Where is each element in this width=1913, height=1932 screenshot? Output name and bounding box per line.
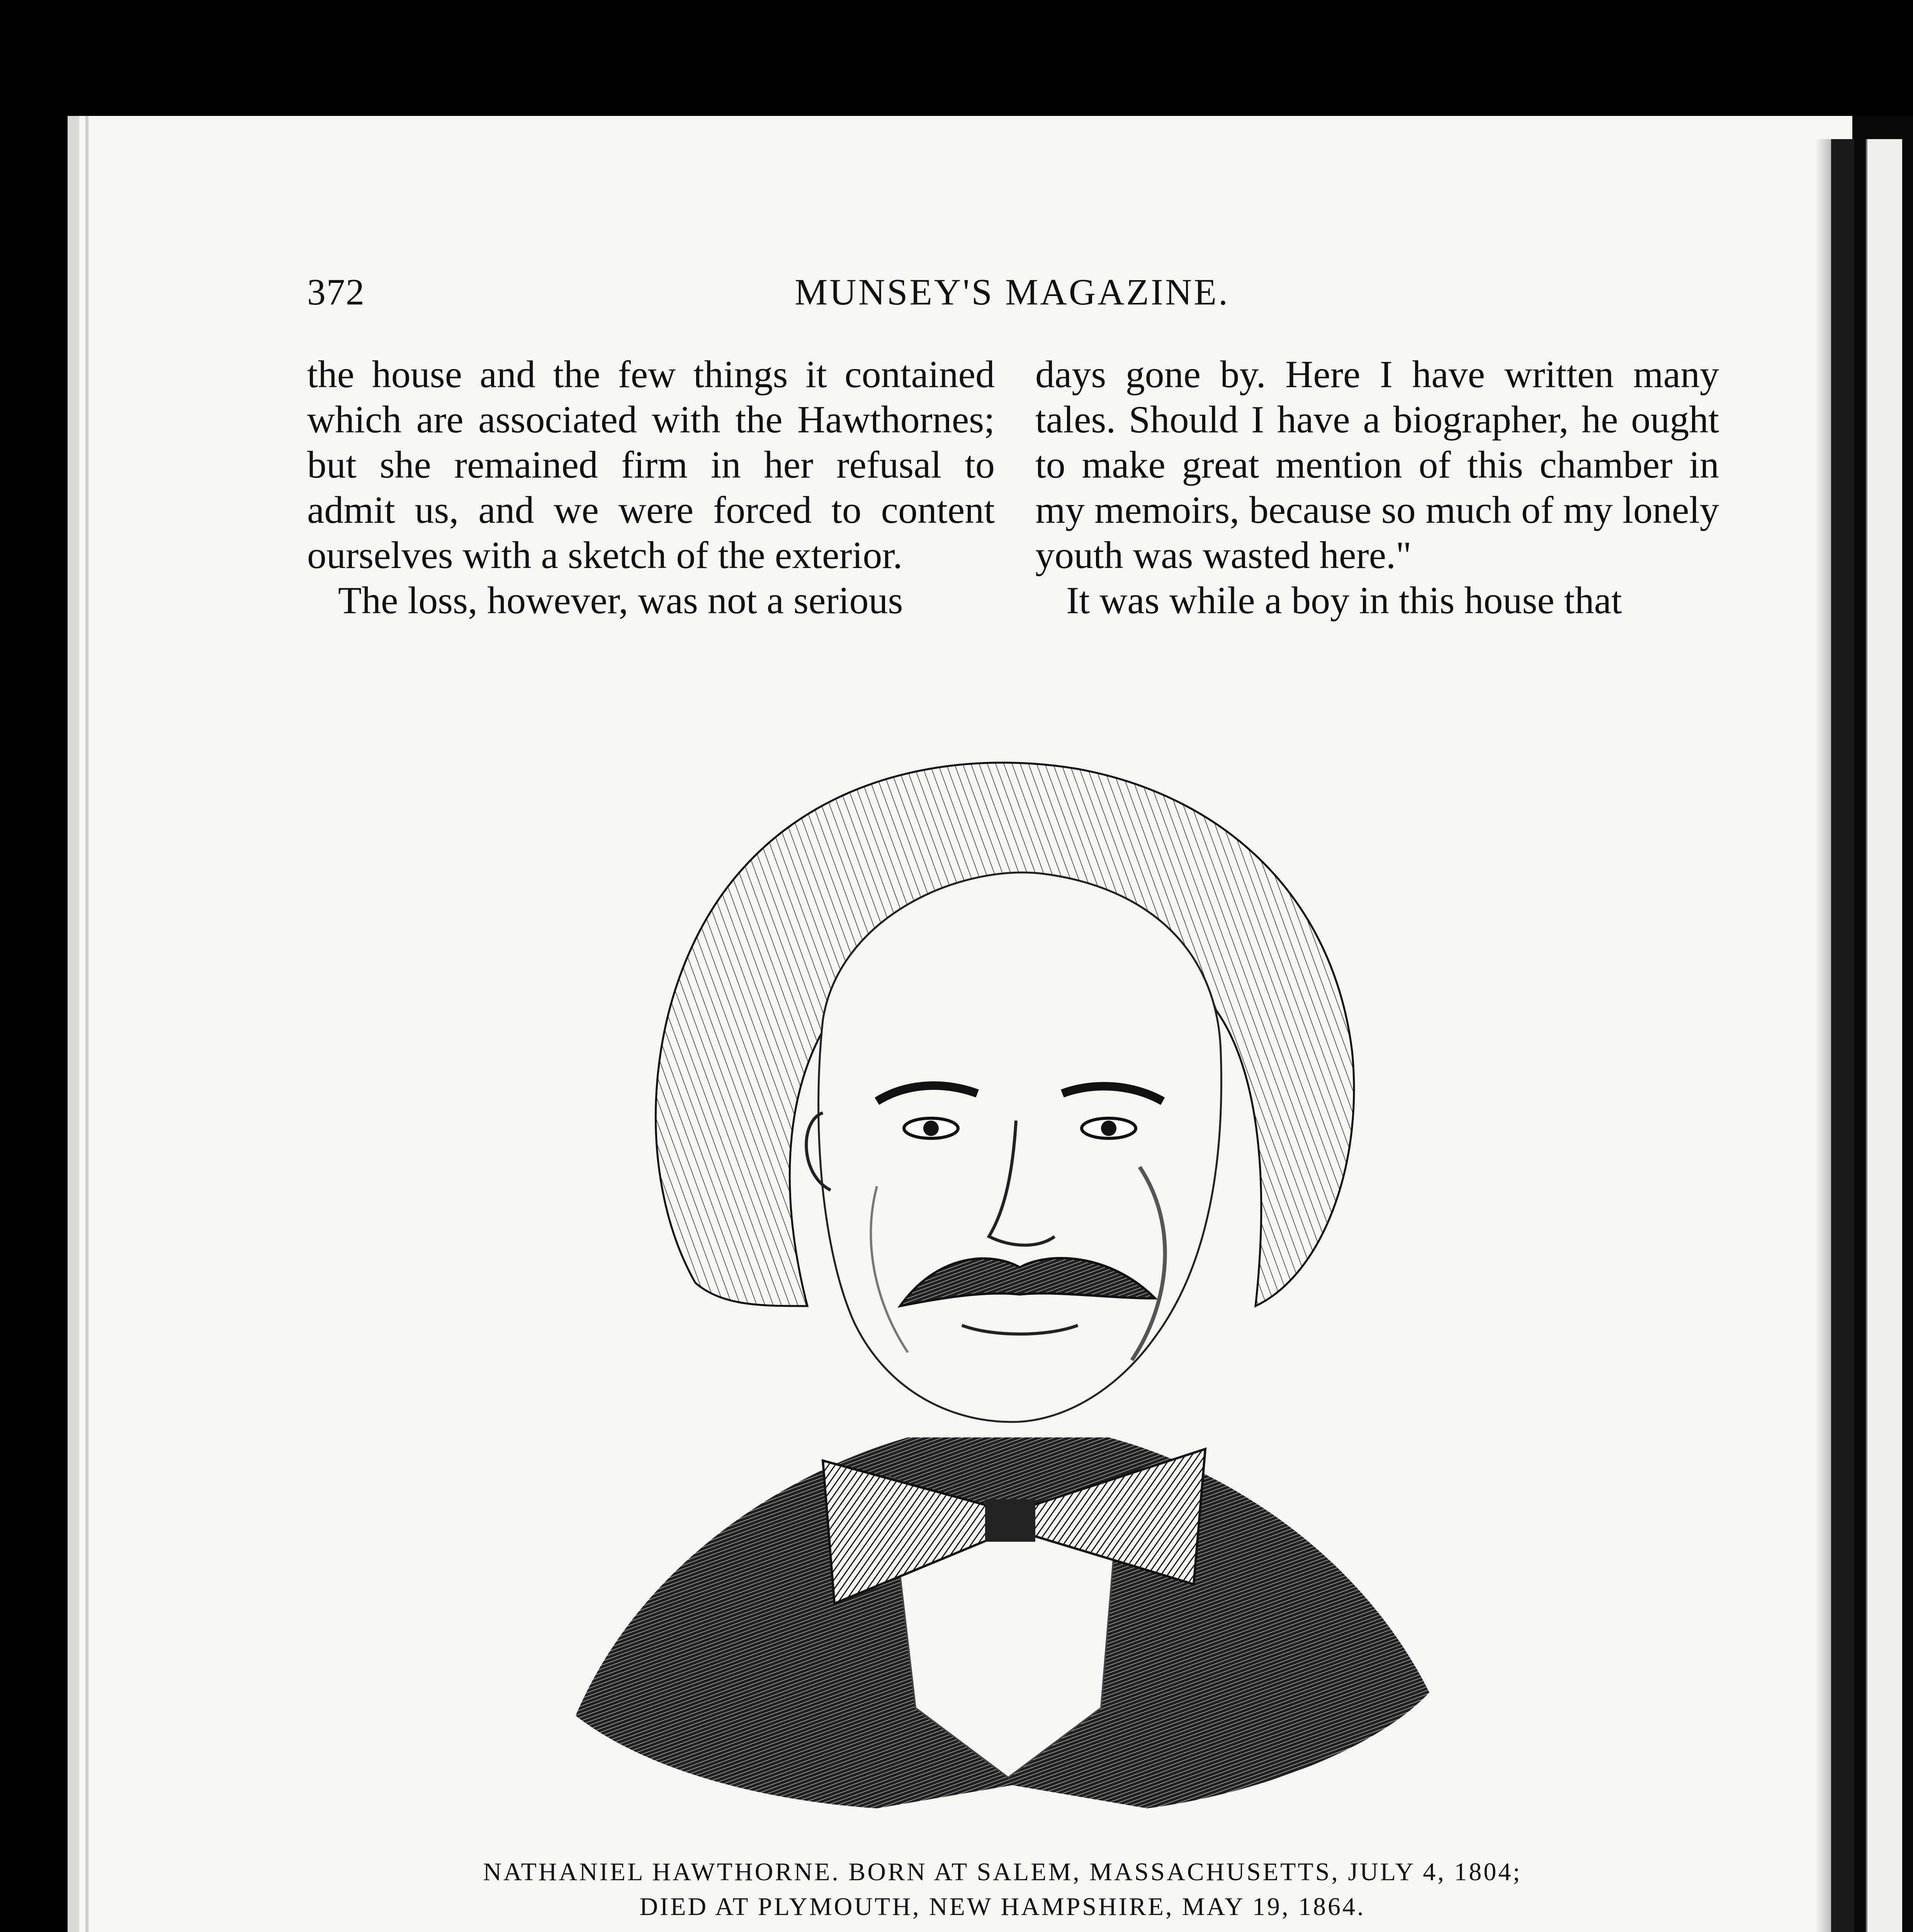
column-top-left (307, 352, 995, 623)
caption-line-1: NATHANIEL HAWTHORNE. BORN AT SALEM, MASSACHUSETTS, JULY 4, 1804; (483, 1858, 1522, 1886)
page-gutter (1816, 139, 1831, 1932)
caption-line-2: DIED AT PLYMOUTH, NEW HAMPSHIRE, MAY 19, 1864. (639, 1893, 1366, 1921)
paragraph: It was while a boy in this house that (1066, 579, 1622, 622)
hawthorne-portrait-engraving (529, 703, 1480, 1855)
page-number: 372 (307, 271, 365, 313)
paragraph: The loss, however, was not a serious (338, 579, 903, 622)
adjacent-page-edge (1854, 116, 1913, 1932)
running-title: MUNSEY'S MAGAZINE. (795, 271, 1230, 313)
portrait-caption (425, 1855, 1580, 1924)
paragraph: days gone by. Here I have written many tales. Should I have a biographer, he ought to make great mention of this chamber in my memoirs, because so much of my lonely youth was wasted here." (1035, 353, 1719, 577)
page-header (307, 270, 1717, 317)
column-top-right (1035, 352, 1719, 623)
paragraph: the house and the few things it contained which are associated with the Hawthornes; but she remained firm in her refusal to admit us, and we were forced to content ourselves with a sketch of the exterior. (307, 353, 995, 577)
book-spine (1831, 139, 1854, 1932)
